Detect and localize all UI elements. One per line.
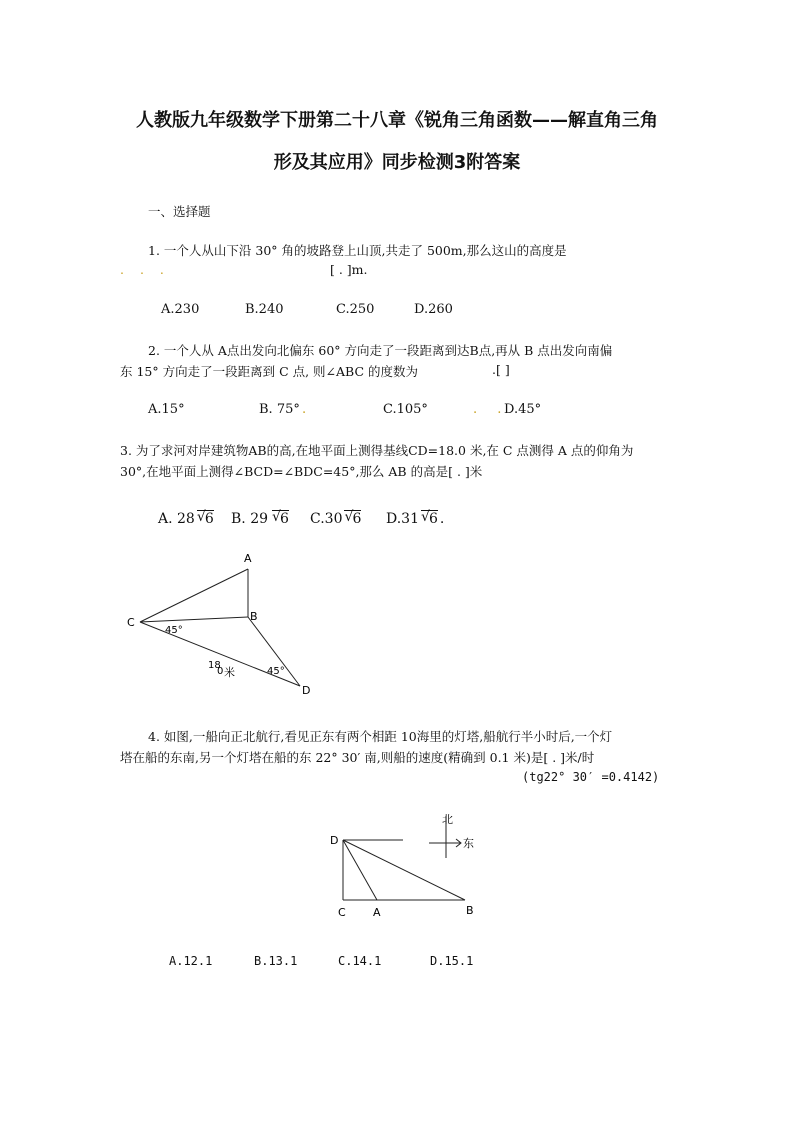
q3-option-b-root: 6 xyxy=(280,511,289,527)
line-cb xyxy=(140,617,248,622)
label-a: A xyxy=(244,552,252,565)
q2-option-b-dot: . xyxy=(302,402,307,417)
q1-option-b: B.240 xyxy=(245,302,284,317)
q2-option-d: D.45° xyxy=(504,402,542,417)
q1-blank: [ . ]m. xyxy=(330,262,368,277)
q4-option-d: D.15.1 xyxy=(430,954,474,968)
q1-option-d: D.260 xyxy=(414,302,453,317)
compass-north-label: 北 xyxy=(442,813,453,826)
q3-line2: 30°,在地平面上测得∠BCD=∠BDC=45°,那么 AB 的高是[ . ]米 xyxy=(120,464,483,479)
section-heading: 一、选择题 xyxy=(148,204,211,219)
q2-blank: .[ ] xyxy=(492,362,510,377)
q3-option-b-prefix: B. 29 xyxy=(231,511,269,527)
label-d: D xyxy=(302,684,311,697)
q2-option-dots: . . xyxy=(473,402,510,417)
q3-option-c-root: 6 xyxy=(352,511,362,527)
q1-option-c: C.250 xyxy=(336,302,375,317)
angle-d-label: 45° xyxy=(267,666,285,677)
length-label: 18 xyxy=(208,660,221,671)
label-c: C xyxy=(127,616,135,629)
q3-figure xyxy=(120,548,330,698)
q3-tail: . xyxy=(439,511,445,527)
label-d: D xyxy=(330,834,339,847)
q2-option-c: C.105° xyxy=(383,402,428,417)
q2-line1: 2. 一个人从 A点出发向北偏东 60° 方向走了一段距离到达B点,再从 B 点出发向南偏 xyxy=(148,343,613,358)
q4-figure xyxy=(325,810,495,920)
q3-option-c xyxy=(310,510,361,527)
q3-line1: 3. 为了求河对岸建筑物AB的高,在地平面上测得基线CD=18.0 米,在 C 点测得 A 点的仰角为 xyxy=(120,443,634,458)
label-b: B xyxy=(466,904,474,917)
q4-line1: 4. 如图,一船向正北航行,看见正东有两个相距 10海里的灯塔,船航行半小时后,一个灯 xyxy=(148,729,613,744)
q4-option-c: C.14.1 xyxy=(338,954,382,968)
q4-hint: (tg22° 30′ =0.4142) xyxy=(522,770,660,784)
q1-dots: . . . xyxy=(120,262,170,277)
q3-option-d-prefix: D.31 xyxy=(386,511,419,527)
compass-east-label: 东 xyxy=(463,837,474,850)
q1-option-a: A.230 xyxy=(161,302,200,317)
q3-option-c-prefix: C.30 xyxy=(310,511,343,527)
sqrt-symbol: √ 6 xyxy=(344,509,362,527)
q4-line2: 塔在船的东南,另一个灯塔在船的东 22° 30′ 南,则船的速度(精确到 0.1 米)是[ . ]米/时 xyxy=(120,750,595,765)
q3-option-d-root: 6 xyxy=(429,511,438,527)
sqrt-symbol: √ 6 xyxy=(272,509,289,527)
q2-line2: 东 15° 方向走了一段距离到 C 点, 则∠ABC 的度数为 xyxy=(120,364,419,379)
document-title-line2: 形及其应用》同步检测3附答案 xyxy=(273,152,521,173)
q1-text: 1. 一个人从山下沿 30° 角的坡路登上山顶,共走了 500m,那么这山的高度是 xyxy=(148,243,567,258)
q4-option-b: B.13.1 xyxy=(254,954,298,968)
q3-option-a-prefix: A. 28 xyxy=(158,511,195,527)
label-a: A xyxy=(373,906,381,919)
label-c: C xyxy=(338,906,346,919)
document-title-line1: 人教版九年级数学下册第二十八章《锐角三角函数——解直角三角 xyxy=(136,110,658,131)
q3-option-a-root: 6 xyxy=(204,511,214,527)
q2-option-a: A.15° xyxy=(148,402,185,417)
q3-option-a xyxy=(158,510,214,527)
angle-c-label: 45° xyxy=(165,625,183,636)
q4-option-a: A.12.1 xyxy=(169,954,213,968)
q3-option-b xyxy=(231,510,289,527)
sqrt-symbol: √ 6 xyxy=(196,509,214,527)
line-ca xyxy=(140,569,248,622)
q3-option-d xyxy=(386,510,444,527)
sqrt-symbol: √ 6 xyxy=(421,509,438,527)
length-unit: 米 xyxy=(224,666,235,679)
q2-option-b: B. 75° xyxy=(259,402,300,417)
label-b: B xyxy=(250,610,258,623)
line-da xyxy=(343,840,377,900)
line-db xyxy=(343,840,465,900)
length-label-zero: 0 xyxy=(217,666,224,677)
